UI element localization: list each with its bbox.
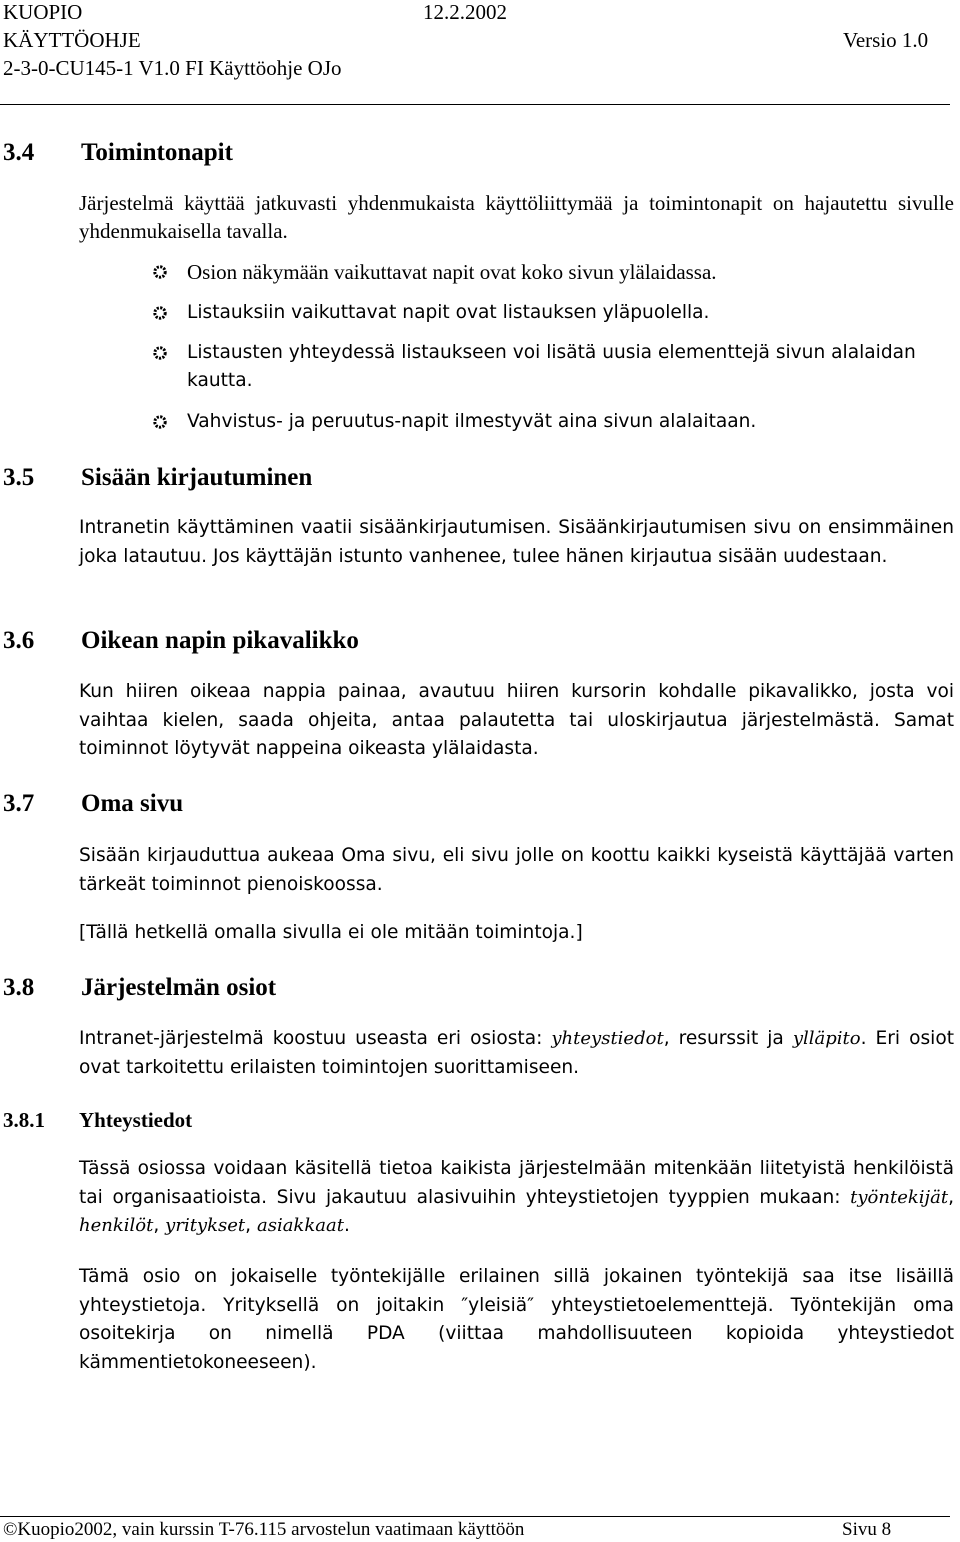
- text-run: .: [343, 1215, 350, 1237]
- section-number: 3.4: [3, 139, 35, 166]
- section-title: Yhteystiedot: [79, 1108, 193, 1132]
- gear-bullet-icon: [153, 306, 167, 320]
- section-3-8-1-text: [79, 1155, 954, 1241]
- italic-term: yhteystiedot: [551, 1028, 664, 1049]
- section-3-8-1-text-2: Tämä osio on jokaiselle työntekijälle erilainen sillä jokainen työntekijä saa itse lisäillä yhteystietoja. Yrityksellä on joitakin ″yleisiä″ yhteystietoelementtejä. Työntekijän oma osoitekirja on nimellä PDA (viittaa mahdollisuuteen kopioida yhteystiedot kämmentietokoneeseen).: [79, 1266, 954, 1373]
- section-number: 3.8.1: [3, 1108, 45, 1132]
- section-title: Oma sivu: [81, 790, 184, 817]
- header-org: KUOPIO: [3, 0, 83, 24]
- text-run: , resurssit ja: [663, 1028, 793, 1049]
- gear-bullet-icon: [153, 415, 167, 429]
- text-run: ,: [153, 1215, 166, 1237]
- section-title: Järjestelmän osiot: [81, 974, 277, 1001]
- bullet-text: Listausten yhteydessä listaukseen voi lisätä uusia elementtejä sivun alalaidan kautta.: [187, 342, 916, 391]
- bullet-text: Osion näkymään vaikuttavat napit ovat koko sivun ylälaidassa.: [187, 260, 717, 284]
- bullet-text: Vahvistus- ja peruutus-napit ilmestyvät aina sivun alalaitaan.: [187, 411, 757, 432]
- section-number: 3.6: [3, 627, 35, 654]
- header-date: 12.2.2002: [423, 0, 507, 24]
- section-number: 3.8: [3, 974, 35, 1001]
- bullet-text: Listauksiin vaikuttavat napit ovat listauksen yläpuolella.: [187, 302, 710, 323]
- section-title: Toimintonapit: [81, 139, 233, 166]
- section-number: 3.5: [3, 464, 35, 491]
- header-doc-title: KÄYTTÖOHJE: [3, 28, 141, 52]
- footer-divider: [0, 1516, 950, 1517]
- section-title: Oikean napin pikavalikko: [81, 627, 359, 654]
- italic-term: yritykset: [165, 1215, 246, 1237]
- section-3-7-note: [Tällä hetkellä omalla sivulla ei ole mitään toimintoja.]: [79, 922, 583, 943]
- text-run: Tässä osiossa voidaan käsitellä tietoa kaikista järjestelmään mitenkään liitetyistä henkilöistä tai organisaatioista. Sivu jakautuu alasivuihin yhteystietojen tyyppien mukaan:: [79, 1158, 954, 1208]
- header-divider: [0, 104, 950, 105]
- text-run: ,: [948, 1186, 954, 1208]
- italic-term: ylläpito: [792, 1028, 861, 1049]
- italic-term: henkilöt: [79, 1215, 154, 1237]
- footer-copyright: ©Kuopio2002, vain kurssin T-76.115 arvostelun vaatimaan käyttöön: [3, 1519, 525, 1540]
- section-3-4-intro: Järjestelmä käyttää jatkuvasti yhdenmukaista käyttöliittymää ja toimintonapit on hajautettu sivulle yhdenmukaisella tavalla.: [79, 191, 954, 243]
- section-3-6-text: Kun hiiren oikeaa nappia painaa, avautuu hiiren kursorin kohdalle pikavalikko, josta voi vaihtaa kielen, saada ohjeita, antaa palautetta tai uloskirjautua järjestelmästä. Samat toiminnot löytyvät nappeina oikeasta ylälaidasta.: [79, 681, 954, 760]
- text-run: Intranet-järjestelmä koostuu useasta eri osiosta:: [79, 1028, 552, 1049]
- header-doc-id: 2-3-0-CU145-1 V1.0 FI Käyttöohje OJo: [3, 56, 342, 80]
- section-3-7-text: Sisään kirjauduttua aukeaa Oma sivu, eli sivu jolle on koottu kaikki kyseistä käyttäjää varten tärkeät toiminnot pienoiskoossa.: [79, 845, 954, 895]
- section-title: Sisään kirjautuminen: [81, 464, 313, 491]
- section-3-5-text: Intranetin käyttäminen vaatii sisäänkirjautumisen. Sisäänkirjautumisen sivu on ensimmäinen joka latautuu. Jos käyttäjän istunto vanhenee, tulee hänen kirjautua sisään uudestaan.: [79, 517, 954, 567]
- gear-bullet-icon: [153, 265, 167, 279]
- text-run: . Eri osiot ovat tarkoitettu erilaisten toimintojen suorittamiseen.: [79, 1028, 955, 1078]
- italic-term: asiakkaat: [256, 1215, 344, 1237]
- italic-term: työntekijät: [850, 1186, 949, 1208]
- footer-page-number: Sivu 8: [842, 1519, 892, 1540]
- gear-bullet-icon: [153, 346, 167, 360]
- section-3-8-text: [79, 1025, 954, 1082]
- section-number: 3.7: [3, 790, 35, 817]
- text-run: ,: [245, 1215, 257, 1237]
- header-version: Versio 1.0: [843, 28, 929, 52]
